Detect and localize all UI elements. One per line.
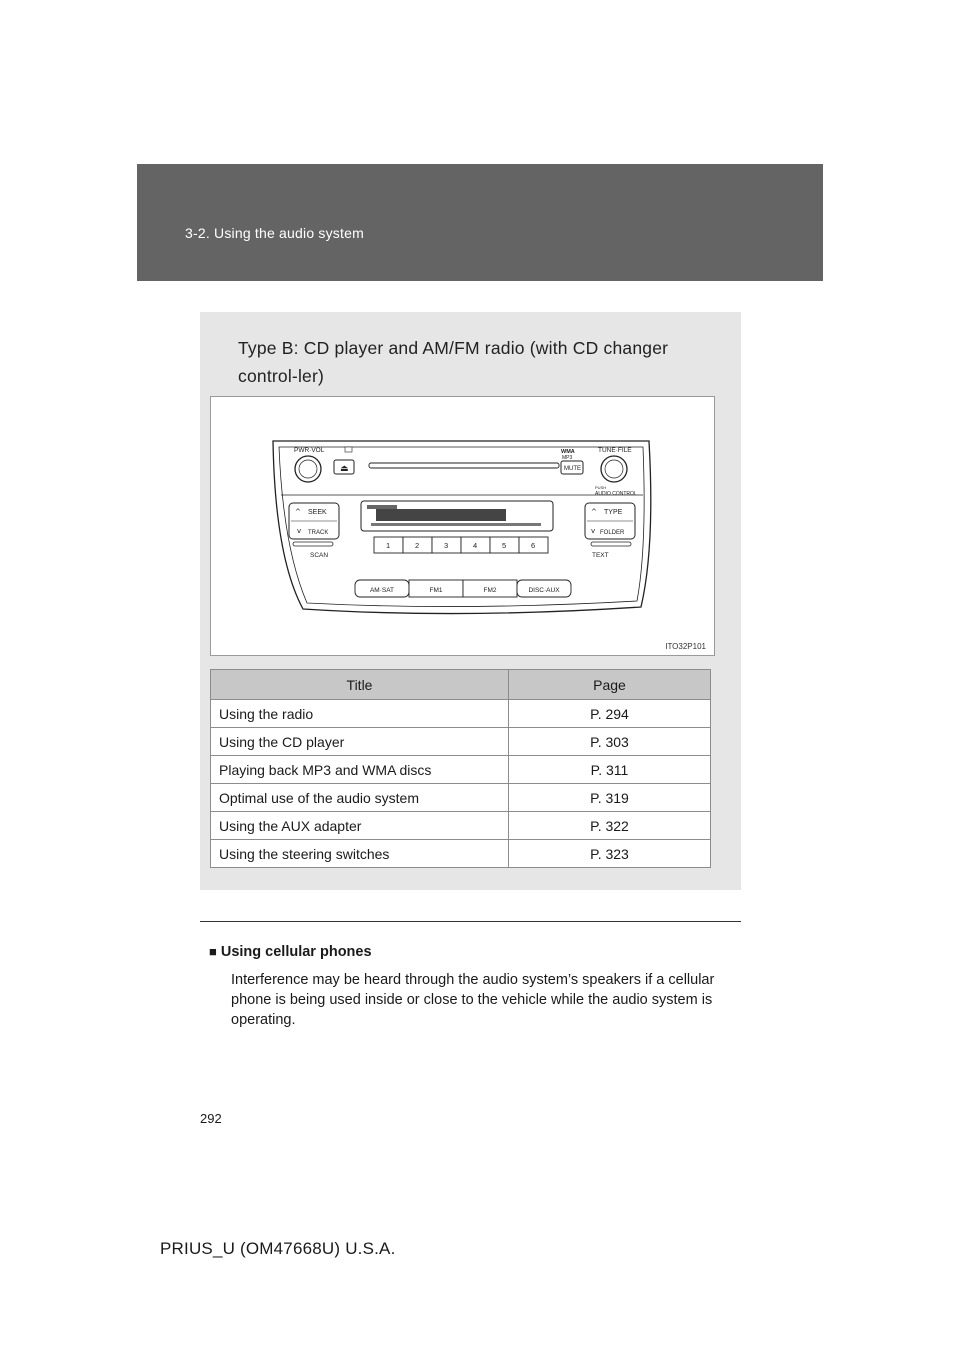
column-header-page: Page <box>509 670 711 700</box>
table-row <box>211 728 711 756</box>
row-page-reference: P. 311 <box>509 756 711 784</box>
track-down-icon: v <box>297 527 302 535</box>
row-title: Playing back MP3 and WMA discs <box>211 756 509 784</box>
cellular-phones-note <box>209 942 739 1030</box>
pwr-vol-knob-inner <box>299 460 317 478</box>
preset-label: 1 <box>386 541 391 550</box>
figure-code: ITO32P101 <box>665 642 706 651</box>
type-up-icon: ^ <box>591 508 597 516</box>
band-label: FM2 <box>483 587 497 594</box>
row-page-reference: P. 322 <box>509 812 711 840</box>
display-status-row <box>371 523 541 526</box>
row-page-reference: P. 319 <box>509 784 711 812</box>
eject-icon: ⏏ <box>340 464 349 474</box>
row-page-reference: P. 303 <box>509 728 711 756</box>
section-header <box>137 164 823 281</box>
text-label: TEXT <box>592 552 609 559</box>
push-label: PUSH <box>595 485 607 490</box>
note-body: Interference may be heard through the audio system’s speakers if a cellular phone is being used inside or close to the vehicle while the audio system is operating. <box>231 972 715 1028</box>
disc-icon <box>345 447 352 452</box>
wma-logo: WMA <box>561 449 575 455</box>
band-label: FM1 <box>429 587 443 594</box>
row-title: Using the steering switches <box>211 840 509 868</box>
tune-file-knob-inner <box>605 460 623 478</box>
square-bullet-icon: ■ <box>209 944 217 959</box>
table-row <box>211 784 711 812</box>
scan-label: SCAN <box>310 552 329 559</box>
note-title: Using cellular phones <box>220 944 372 960</box>
display-segments <box>376 509 506 521</box>
band-label: DISC·AUX <box>528 587 560 594</box>
preset-label: 2 <box>415 541 420 550</box>
row-title: Using the radio <box>211 700 509 728</box>
tune-file-label: TUNE·FILE <box>598 447 632 454</box>
section-divider <box>200 921 741 922</box>
display-indicator-row <box>367 505 397 509</box>
track-label: TRACK <box>308 530 329 536</box>
note-heading <box>209 942 739 962</box>
seek-up-icon: ^ <box>295 508 301 516</box>
row-title: Using the CD player <box>211 728 509 756</box>
section-title: 3-2. Using the audio system <box>185 225 364 241</box>
row-title: Optimal use of the audio system <box>211 784 509 812</box>
row-title: Using the AUX adapter <box>211 812 509 840</box>
row-page-reference: P. 323 <box>509 840 711 868</box>
preset-label: 5 <box>502 541 507 550</box>
document-footer: PRIUS_U (OM47668U) U.S.A. <box>160 1239 396 1258</box>
band-buttons <box>355 580 571 597</box>
table-row <box>211 840 711 868</box>
audio-type-panel <box>200 312 741 890</box>
preset-buttons <box>374 537 548 553</box>
mp3-logo: MP3 <box>562 455 573 461</box>
audio-control-label: AUDIO CONTROL <box>595 491 637 497</box>
preset-label: 6 <box>531 541 536 550</box>
column-header-title: Title <box>211 670 509 700</box>
table-row <box>211 756 711 784</box>
cd-slot <box>369 463 559 468</box>
preset-label: 3 <box>444 541 449 550</box>
pwr-vol-label: PWR·VOL <box>294 447 325 454</box>
row-page-reference: P. 294 <box>509 700 711 728</box>
panel-heading: Type B: CD player and AM/FM radio (with CD changer control-ler) <box>238 338 669 386</box>
table-header-row <box>211 670 711 700</box>
audio-unit-figure <box>210 396 715 656</box>
table-row <box>211 700 711 728</box>
table-row <box>211 812 711 840</box>
preset-label: 4 <box>473 541 478 550</box>
mute-label: MUTE <box>564 466 581 472</box>
seek-label: SEEK <box>308 509 327 516</box>
page-number: 292 <box>200 1111 222 1126</box>
band-label: AM·SAT <box>369 587 395 594</box>
type-label: TYPE <box>604 509 623 516</box>
folder-down-icon: v <box>591 527 596 535</box>
audio-unit-drawing <box>211 397 714 655</box>
scan-button[interactable] <box>293 542 333 546</box>
folder-label: FOLDER <box>600 530 625 536</box>
topic-index-table <box>210 669 711 868</box>
text-button[interactable] <box>591 542 631 546</box>
